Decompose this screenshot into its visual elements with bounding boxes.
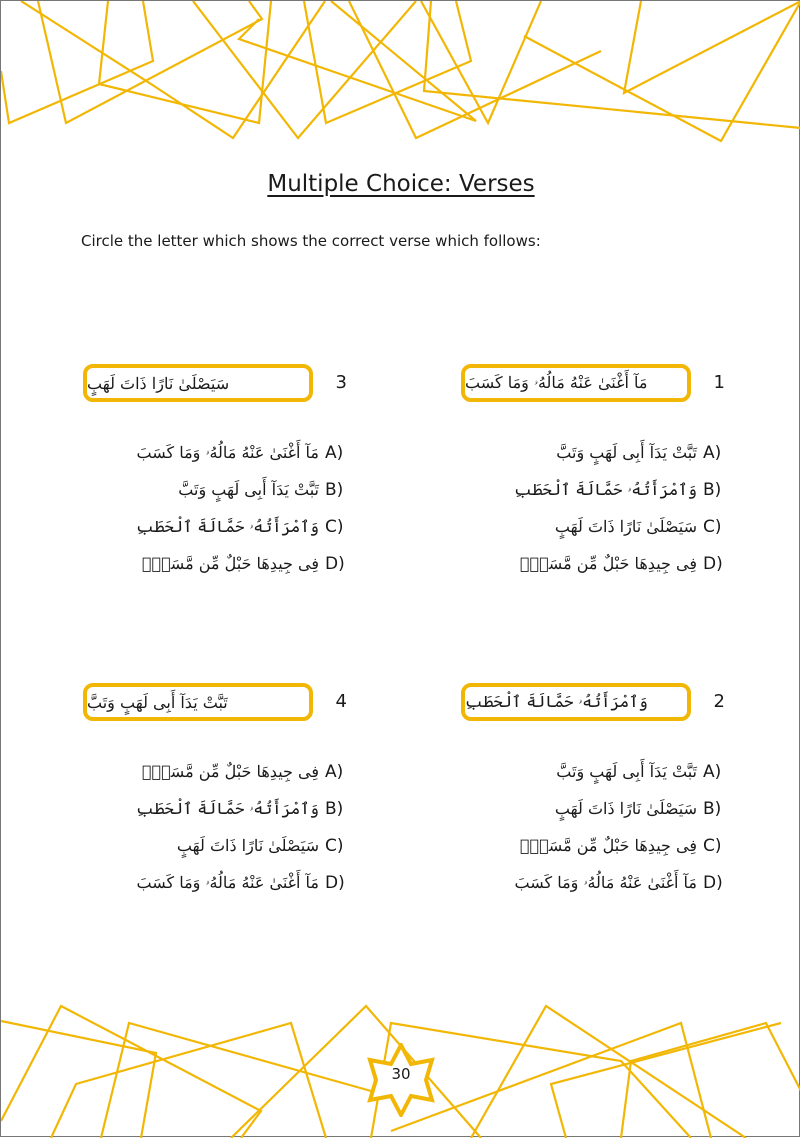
question-number: 2 [713,691,725,712]
option-a[interactable]: تَبَّتْ يَدَآ أَبِى لَهَبٍ وَتَبَّ A) [556,761,722,782]
option-a[interactable]: تَبَّتْ يَدَآ أَبِى لَهَبٍ وَتَبَّ A) [556,442,722,463]
question-number: 3 [335,372,347,393]
option-d[interactable]: مَآ أَغْنَىٰ عَنْهُ مَالُهُۥ وَمَا كَسَبَ D) [514,872,723,893]
question-1 [431,364,731,582]
question-number: 1 [713,372,725,393]
verse-box: وَٱمْرَأَتُهُۥ حَمَّالَةَ ٱلْحَطَبِ [461,683,691,721]
option-d[interactable]: فِى جِيدِهَا حَبْلٌ مِّن مَّسَدٍۭ D) [142,553,345,574]
page-title: Multiple Choice: Verses [267,171,535,197]
geometric-header-decoration [1,1,800,146]
option-a[interactable]: مَآ أَغْنَىٰ عَنْهُ مَالُهُۥ وَمَا كَسَبَ A) [136,442,344,463]
question-4 [53,683,353,901]
verse-box: تَبَّتْ يَدَآ أَبِى لَهَبٍ وَتَبَّ [83,683,313,721]
verse-box: سَيَصْلَىٰ نَارًا ذَاتَ لَهَبٍ [83,364,313,402]
option-c[interactable]: سَيَصْلَىٰ نَارًا ذَاتَ لَهَبٍ C) [554,516,722,537]
option-b[interactable]: تَبَّتْ يَدَآ أَبِى لَهَبٍ وَتَبَّ B) [178,479,344,500]
question-number: 4 [335,691,347,712]
question-2 [431,683,731,901]
option-d[interactable]: فِى جِيدِهَا حَبْلٌ مِّن مَّسَدٍۭ D) [520,553,723,574]
verse-box: مَآ أَغْنَىٰ عَنْهُ مَالُهُۥ وَمَا كَسَبَ [461,364,691,402]
option-c[interactable]: وَٱمْرَأَتُهُۥ حَمَّالَةَ ٱلْحَطَبِ C) [136,516,344,537]
option-c[interactable]: فِى جِيدِهَا حَبْلٌ مِّن مَّسَدٍۭ C) [520,835,722,856]
question-3 [53,364,353,582]
option-c[interactable]: سَيَصْلَىٰ نَارًا ذَاتَ لَهَبٍ C) [176,835,344,856]
instruction-text: Circle the letter which shows the correct verse which follows: [81,232,541,250]
option-d[interactable]: مَآ أَغْنَىٰ عَنْهُ مَالُهُۥ وَمَا كَسَبَ D) [136,872,345,893]
option-b[interactable]: وَٱمْرَأَتُهُۥ حَمَّالَةَ ٱلْحَطَبِ B) [136,798,344,819]
option-a[interactable]: فِى جِيدِهَا حَبْلٌ مِّن مَّسَدٍۭ A) [142,761,344,782]
page-number: 30 [391,1065,411,1083]
option-b[interactable]: سَيَصْلَىٰ نَارًا ذَاتَ لَهَبٍ B) [554,798,722,819]
option-b[interactable]: وَٱمْرَأَتُهُۥ حَمَّالَةَ ٱلْحَطَبِ B) [514,479,722,500]
